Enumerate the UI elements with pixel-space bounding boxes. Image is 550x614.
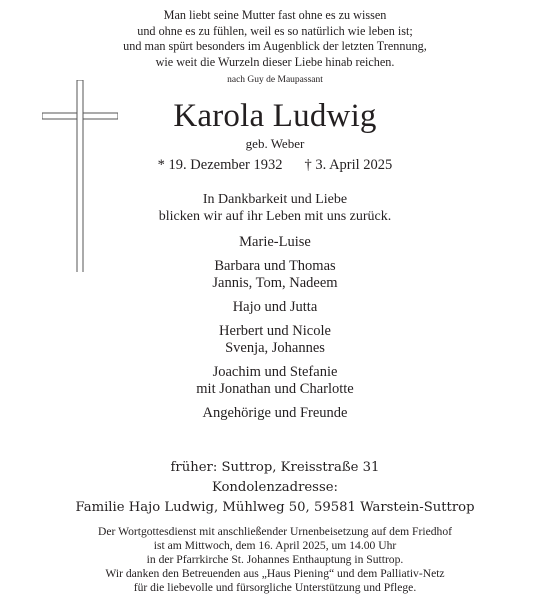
address-block — [0, 458, 550, 518]
cross-icon — [42, 80, 118, 272]
mourner-line: Barbara und Thomas — [214, 258, 336, 274]
mourner-line: Jannis, Tom, Nadeem — [212, 275, 338, 291]
mourner-group — [120, 234, 430, 251]
mourner-line: Angehörige und Freunde — [202, 405, 348, 421]
service-line: Der Wortgottesdienst mit anschließender Urnenbeisetzung auf dem Friedhof — [98, 525, 452, 538]
service-info — [0, 525, 550, 595]
birth-date: * 19. Dezember 1932 — [157, 157, 283, 173]
quote-line: wie weit die Wurzeln dieser Liebe hinab reichen. — [155, 54, 395, 69]
quote — [0, 8, 550, 70]
mourner-group — [120, 323, 430, 357]
mourner-group — [120, 364, 430, 398]
thanks-line: für die liebevolle und fürsorgliche Unterstützung und Pflege. — [133, 581, 417, 594]
intro-line: blicken wir auf ihr Leben mit uns zurück. — [158, 209, 392, 224]
mourner-line: Hajo und Jutta — [232, 299, 318, 315]
mourner-group — [120, 299, 430, 316]
thanks-line: Wir danken den Betreuenden aus „Haus Piening“ und dem Palliativ-Netz — [105, 567, 445, 580]
quote-line: und man spürt besonders im Augenblick der letzten Trennung, — [123, 39, 427, 53]
mourner-line: Herbert und Nicole — [219, 323, 331, 339]
mourners-list — [120, 234, 430, 429]
condolence-address: Familie Hajo Ludwig, Mühlweg 50, 59581 Warstein-Suttrop — [75, 500, 475, 515]
death-date: † 3. April 2025 — [304, 157, 393, 173]
intro-text — [120, 191, 430, 225]
mourner-line: Joachim und Stefanie — [212, 364, 338, 380]
mourner-group — [120, 405, 430, 422]
quote-source: nach Guy de Maupassant — [227, 75, 323, 85]
mourner-line: Marie-Luise — [239, 234, 311, 250]
life-dates — [120, 157, 430, 174]
intro-line: In Dankbarkeit und Liebe — [202, 192, 348, 207]
quote-line: und ohne es zu fühlen, weil es so natürlich wie leben ist; — [137, 23, 413, 38]
service-line: in der Pfarrkirche St. Johannes Enthauptung in Suttrop. — [146, 553, 404, 566]
mourner-line: mit Jonathan und Charlotte — [196, 381, 354, 397]
former-address: früher: Suttrop, Kreisstraße 31 — [170, 460, 380, 475]
born-name: geb. Weber — [245, 136, 305, 151]
deceased-name: Karola Ludwig — [173, 98, 377, 134]
mourner-group — [120, 258, 430, 292]
mourner-line: Svenja, Johannes — [225, 340, 325, 356]
quote-line: Man liebt seine Mutter fast ohne es zu wissen — [163, 8, 387, 22]
condolence-label: Kondolenzadresse: — [212, 480, 338, 495]
service-line: ist am Mittwoch, dem 16. April 2025, um 14.00 Uhr — [153, 539, 397, 552]
